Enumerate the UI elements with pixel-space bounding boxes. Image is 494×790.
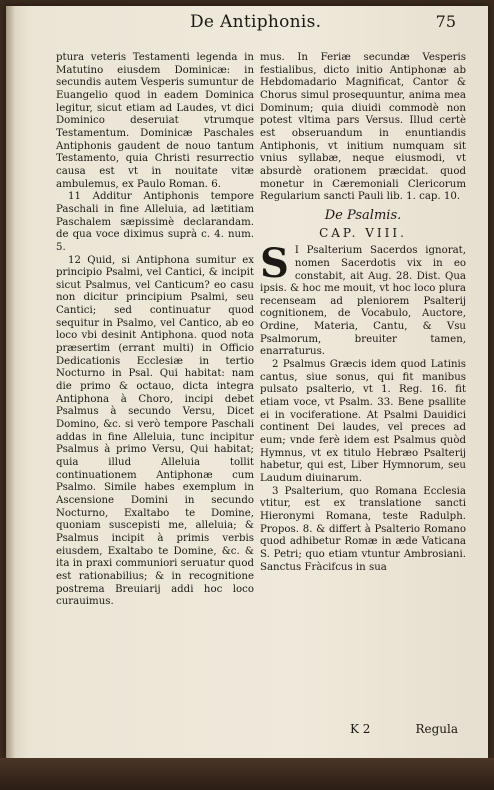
signature-mark: K 2 — [350, 722, 371, 736]
catchword: Regula — [415, 722, 458, 736]
page-gutter — [6, 6, 16, 758]
paragraph-12: 12 Quid, si Antiphona sumitur ex principio Psalmi, vel Cantici, & incipit sicut Psalmus, vel Canticum? eo casu non dicitur principium Psalmi, seu Cantici; sed continuatur quod sequitur in Psalmo, vel Cantico, ab eo loco vbi desinit Antiphona. quod nota præsertim (errant multi) in Officio Dedicationis Ecclesiæ in tertio Nocturno in Psal. Qui habitat: nam die primo & octauo, dicta integra Antiphona à Choro, incipi debet Psalmus à secundo Versu, Dicet Domino, &c. si verò tempore Paschali addas in fine Alleluia, tunc incipitur Psalmus à primo Versu, Qui habitat; quia illud Alleluia tollit continuationem Antiphonæ cum Psalmo. Simile habes exemplum in Ascensione Domini in secundo Nocturno, Exaltabo te Domine, quoniam suscepisti me, alleluia; & Psalmus incipit à primis verbis eiusdem, Exaltabo te Domine, &c. & ita in praxi communiori seruatur quod est rationabilius; & in recognitione postrema Breuiarij addi hoc loco curauimus. — [56, 254, 254, 608]
paragraph-1 — [260, 240, 466, 359]
paragraph-3: 3 Psalterium, quo Romana Ecclesia vtitur, est ex translatione sancti Hieronymi Romana, teste Radulph. Propos. 8. & differt à Psalterio Romano quod adhibetur Romæ in æde Vaticana S. Petri; quo etiam vtuntur Ambrosiani. Sanctus Fràcifcus in sua — [260, 485, 466, 573]
book-page — [6, 6, 488, 758]
paragraph-11: 11 Additur Antiphonis tempore Paschali in fine Alleluia, ad lætitiam Paschalem sæpissimè declarandam. de qua voce diximus suprà c. 4. num. 5. — [56, 191, 254, 253]
drop-cap: S — [260, 240, 289, 288]
running-head: De Antiphonis. — [190, 12, 322, 32]
paragraph-1-text: I Psalterium Sacerdos ignorat, nomen Sacerdotis vix in eo constabit, ait Aug. 28. Dist. Qua ipsis. & hoc me mouit, vt hoc loco plura recenseam ad pleniorem Psalterij cognitionem, de Vocabulo, Auctore, Ordine, Materia, Cantu, & Vsu Psalmorum, breuiter tamen, enarraturus. — [260, 245, 466, 358]
right-column — [260, 52, 466, 574]
paragraph-continuation: ptura veteris Testamenti legenda in Matutino eiusdem Dominicæ: in secundis autem Vesperis sumuntur de Euangelio quod in eadem Dominica legitur, sicut etiam ad Laudes, vt dici Dominico deseruiat vtrumque Testamentum. Dominicæ Paschales Antiphonis gaudent de nouo tantum Testamento, quia Christi resurrectio causa est vt in nouitate vitæ ambulemus, ex Paulo Roman. 6. — [56, 52, 254, 190]
left-column — [56, 52, 254, 609]
page-number: 75 — [435, 12, 456, 31]
paragraph-2: 2 Psalmus Græcis idem quod Latinis cantus, siue sonus, qui fit manibus pulsato psalterio, vt 1. Reg. 16. fit etiam voce, vt Psalm. 33. Bene psallite ei in vociferatione. At Psalmi Dauidici continent Dei laudes, vel preces ad eum; vnde ferè idem est Psalmus quòd Hymnus, vt ex titulo Hebræo Psalterij habetur, qui est, Liber Hymnorum, seu Laudum diuinarum. — [260, 359, 466, 484]
page-header — [6, 8, 488, 34]
paragraph-continuation-right: mus. In Feriæ secundæ Vesperis festialibus, dicto initio Antiphonæ ab Hebdomadario Magnificat, Cantor & Chorus simul prosequuntur, anima mea Dominum; quia diuidi commodè non potest vltima pars Versus. Illud certè est obseruandum in enuntiandis Antiphonis, vt initium numquam sit vnius syllabæ, neque eiusmodi, vt absurdè orationem præcidat. quod monetur in Cæremoniali Clericorum Regularium sancti Pauli lib. 1. cap. 10. — [260, 52, 466, 203]
chapter-title: CAP. VIII. — [319, 225, 407, 240]
book-edge — [0, 758, 494, 790]
page-footer — [6, 722, 488, 740]
section-title: De Psalmis. — [324, 207, 402, 223]
